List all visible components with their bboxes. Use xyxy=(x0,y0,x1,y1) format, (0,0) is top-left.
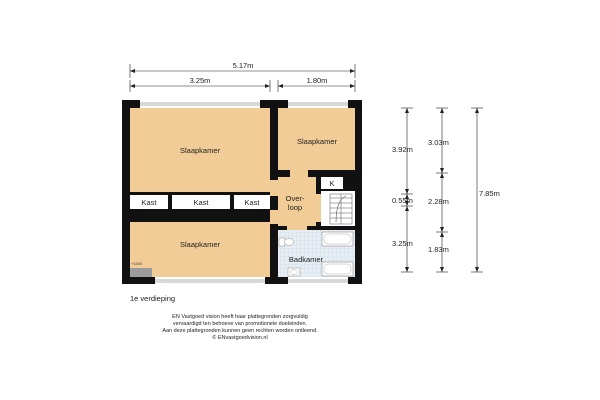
bathtub xyxy=(322,232,353,246)
right-width-label: 1.80m xyxy=(306,76,328,85)
door-bedroom-bottom-left xyxy=(270,210,278,224)
window-bottom-right xyxy=(288,277,348,284)
window-top-right xyxy=(288,100,348,108)
disclaimer-line: vervaardigd ten behoeve van promotionele doeleinden. xyxy=(172,321,308,327)
scale-note: +1500 xyxy=(131,261,143,266)
door-bedroom-top-left xyxy=(270,180,278,196)
height-mid-top-label: 3.03m xyxy=(428,138,449,147)
disclaimer xyxy=(90,314,390,342)
height-mid-label: 0.55m xyxy=(392,196,413,205)
landing-label-line1: Over- xyxy=(285,194,305,203)
window-bottom-left xyxy=(155,277,265,284)
disclaimer-line: Aan deze plattegronden kunnen geen rechten worden ontleend. xyxy=(162,328,318,334)
landing-label-line2: loop xyxy=(287,203,303,212)
bedroom-bottom-left-label: Slaapkamer xyxy=(179,240,221,249)
floor-tile-block xyxy=(130,268,152,277)
opening-stairs xyxy=(316,194,321,222)
sink xyxy=(288,268,300,276)
closet-left-label: Kast xyxy=(141,198,157,207)
floor-label: 1e verdieping xyxy=(130,294,176,303)
height-mid-bottom-label: 1.83m xyxy=(428,245,449,254)
left-width-label: 3.25m xyxy=(189,76,211,85)
toilet xyxy=(279,238,294,246)
height-mid-mid-label: 2.28m xyxy=(428,197,449,206)
closet-middle-label: Kast xyxy=(193,198,209,207)
disclaimer-line: EN Vastgoed vision heeft haar plattegronden zorgvuldig xyxy=(172,314,308,320)
bedroom-top-left-label: Slaapkamer xyxy=(179,146,221,155)
closet-right-label: Kast xyxy=(244,198,260,207)
shower xyxy=(322,262,353,276)
disclaimer-line: © ENvastgoedvision.nl xyxy=(212,335,268,341)
stairs-area xyxy=(321,191,355,226)
cupboard-label: K xyxy=(329,179,335,188)
total-height-label: 7.85m xyxy=(479,189,500,198)
dimension-left-width xyxy=(130,76,270,92)
bathroom-label: Badkamer xyxy=(288,255,324,264)
bedroom-top-right-label: Slaapkamer xyxy=(296,137,338,146)
window-top-left xyxy=(140,100,260,108)
height-top-label: 3.92m xyxy=(392,145,413,154)
door-bathroom xyxy=(287,226,307,230)
dimension-right-width xyxy=(278,76,355,92)
total-width-label: 5.17m xyxy=(232,61,254,70)
height-bottom-label: 3.25m xyxy=(392,239,413,248)
door-bedroom-top-right xyxy=(290,170,308,177)
